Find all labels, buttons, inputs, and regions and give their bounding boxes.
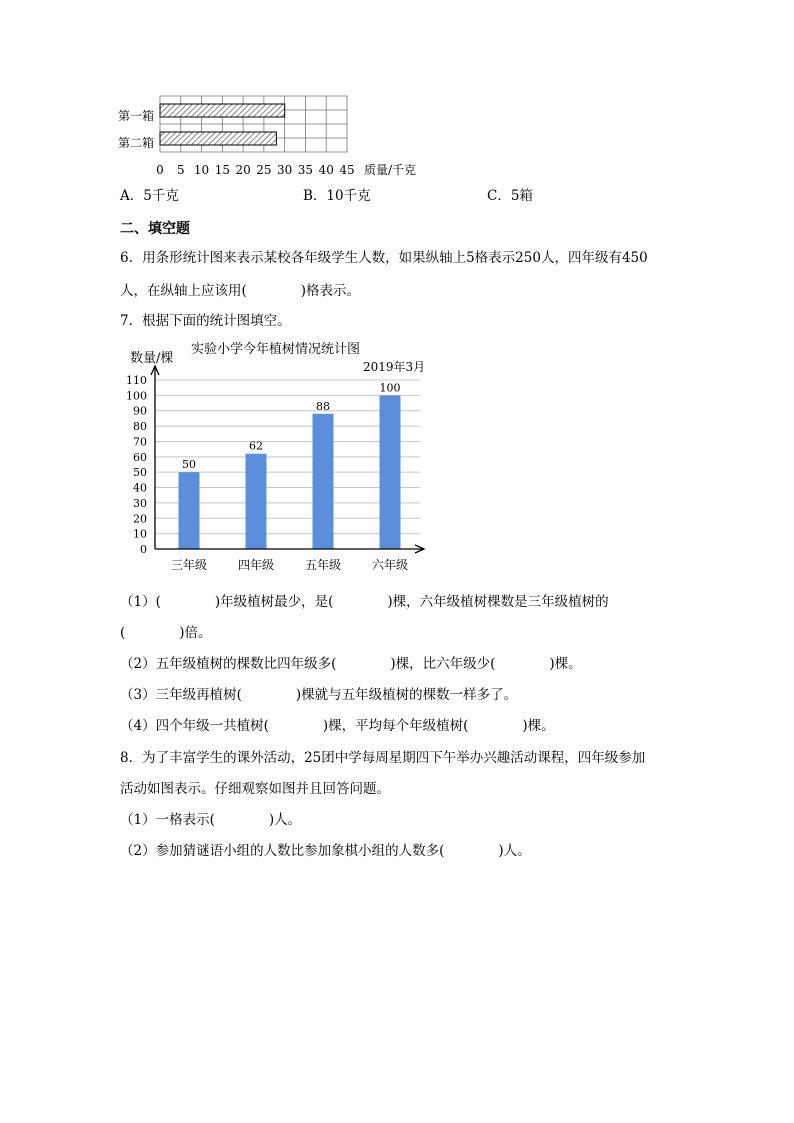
question-7-sub-2: （2）五年级植树的棵数比四年级多( )棵，比六年级少( )棵。 xyxy=(120,656,582,672)
chart-y-tick-label: 50 xyxy=(133,466,147,480)
chart-title: 实验小学今年植树情况统计图 xyxy=(191,342,361,357)
question-7-sub-1-line-2: ( )倍。 xyxy=(120,625,212,641)
chart-bar-4 xyxy=(380,395,401,549)
chart-data-label: 88 xyxy=(316,399,330,413)
chart-y-tick-label: 70 xyxy=(133,435,147,449)
option-a[interactable]: A．5千克 xyxy=(120,188,179,204)
question-6-line-2: 人，在纵轴上应该用( )格表示。 xyxy=(120,283,361,299)
weight-x-tick-label: 45 xyxy=(339,163,355,177)
question-8-sub-1: （1）一格表示( )人。 xyxy=(120,812,302,828)
chart-y-tick-label: 90 xyxy=(133,404,147,418)
chart-bar-3 xyxy=(313,414,334,549)
chart-x-tick-label: 四年级 xyxy=(237,558,275,572)
weight-x-tick-label: 40 xyxy=(318,163,334,177)
weight-x-tick-label: 10 xyxy=(193,163,210,177)
option-c[interactable]: C．5箱 xyxy=(487,188,533,204)
weight-x-unit-label: 质量/千克 xyxy=(364,163,417,177)
chart-data-label: 100 xyxy=(379,381,401,395)
chart-x-tick-label: 六年级 xyxy=(371,558,409,572)
weight-x-tick-labels xyxy=(156,163,354,177)
chart-y-tick-label: 20 xyxy=(133,512,147,526)
question-8-sub-2: （2）参加猜谜语小组的人数比参加象棋小组的人数多( )人。 xyxy=(120,843,531,859)
weight-row-label-1: 第一箱 xyxy=(118,109,155,123)
question-8-line-2: 活动如图表示。仔细观察如图并且回答问题。 xyxy=(120,781,390,797)
weight-x-tick-label: 20 xyxy=(235,163,251,177)
chart-y-tick-label: 0 xyxy=(140,543,147,556)
weight-bar-1 xyxy=(160,104,285,117)
weight-bar-2 xyxy=(160,132,276,145)
chart-x-tick-label: 三年级 xyxy=(170,558,208,572)
chart-x-tick-labels xyxy=(171,557,408,572)
chart-date: 2019年3月 xyxy=(363,360,426,374)
question-7-sub-1-line-1: （1）( )年级植树最少，是( )棵，六年级植树棵数是三年级植树的 xyxy=(120,594,609,610)
chart-bar-1 xyxy=(179,472,200,549)
chart-data-label: 50 xyxy=(182,458,196,472)
chart-y-axis-label: 数量/棵 xyxy=(130,351,174,366)
section-title: 二、填空题 xyxy=(120,221,190,237)
question-8-line-1: 8．为了丰富学生的课外活动，25团中学每周星期四下午举办兴趣活动课程，四年级参加 xyxy=(120,750,646,766)
chart-y-tick-label: 100 xyxy=(126,389,147,403)
chart-data-label: 62 xyxy=(249,439,263,453)
question-6-line-1: 6．用条形统计图来表示某校各年级学生人数，如果纵轴上5格表示250人，四年级有450 xyxy=(120,250,648,266)
question-7-sub-4: （4）四个年级一共植树( )棵，平均每个年级植树( )棵。 xyxy=(120,718,555,734)
question-7-sub-3: （3）三年级再植树( )棵就与五年级植树的棵数一样多了。 xyxy=(120,687,518,703)
chart-y-tick-label: 110 xyxy=(126,374,147,387)
weight-bar-chart xyxy=(110,90,440,185)
weight-x-tick-label: 35 xyxy=(297,163,314,177)
weight-x-tick-label: 0 xyxy=(156,163,164,177)
question-7-stem: 7．根据下面的统计图填空。 xyxy=(120,313,291,329)
chart-y-tick-labels xyxy=(126,374,147,556)
chart-bar-2 xyxy=(246,454,267,549)
tree-planting-bar-chart xyxy=(125,338,435,583)
chart-y-tick-label: 60 xyxy=(133,450,147,464)
weight-row-label-2: 第二箱 xyxy=(118,136,155,150)
weight-x-tick-label: 15 xyxy=(214,163,230,177)
weight-x-tick-label: 25 xyxy=(256,163,272,177)
chart-y-tick-label: 30 xyxy=(133,496,147,510)
chart-y-tick-label: 80 xyxy=(133,420,147,434)
weight-x-tick-label: 30 xyxy=(277,163,293,177)
chart-y-tick-label: 10 xyxy=(133,527,147,541)
weight-x-tick-label: 5 xyxy=(176,163,185,177)
option-b[interactable]: B．10千克 xyxy=(303,188,371,204)
chart-x-tick-label: 五年级 xyxy=(304,558,342,572)
chart-y-tick-label: 40 xyxy=(133,481,147,495)
